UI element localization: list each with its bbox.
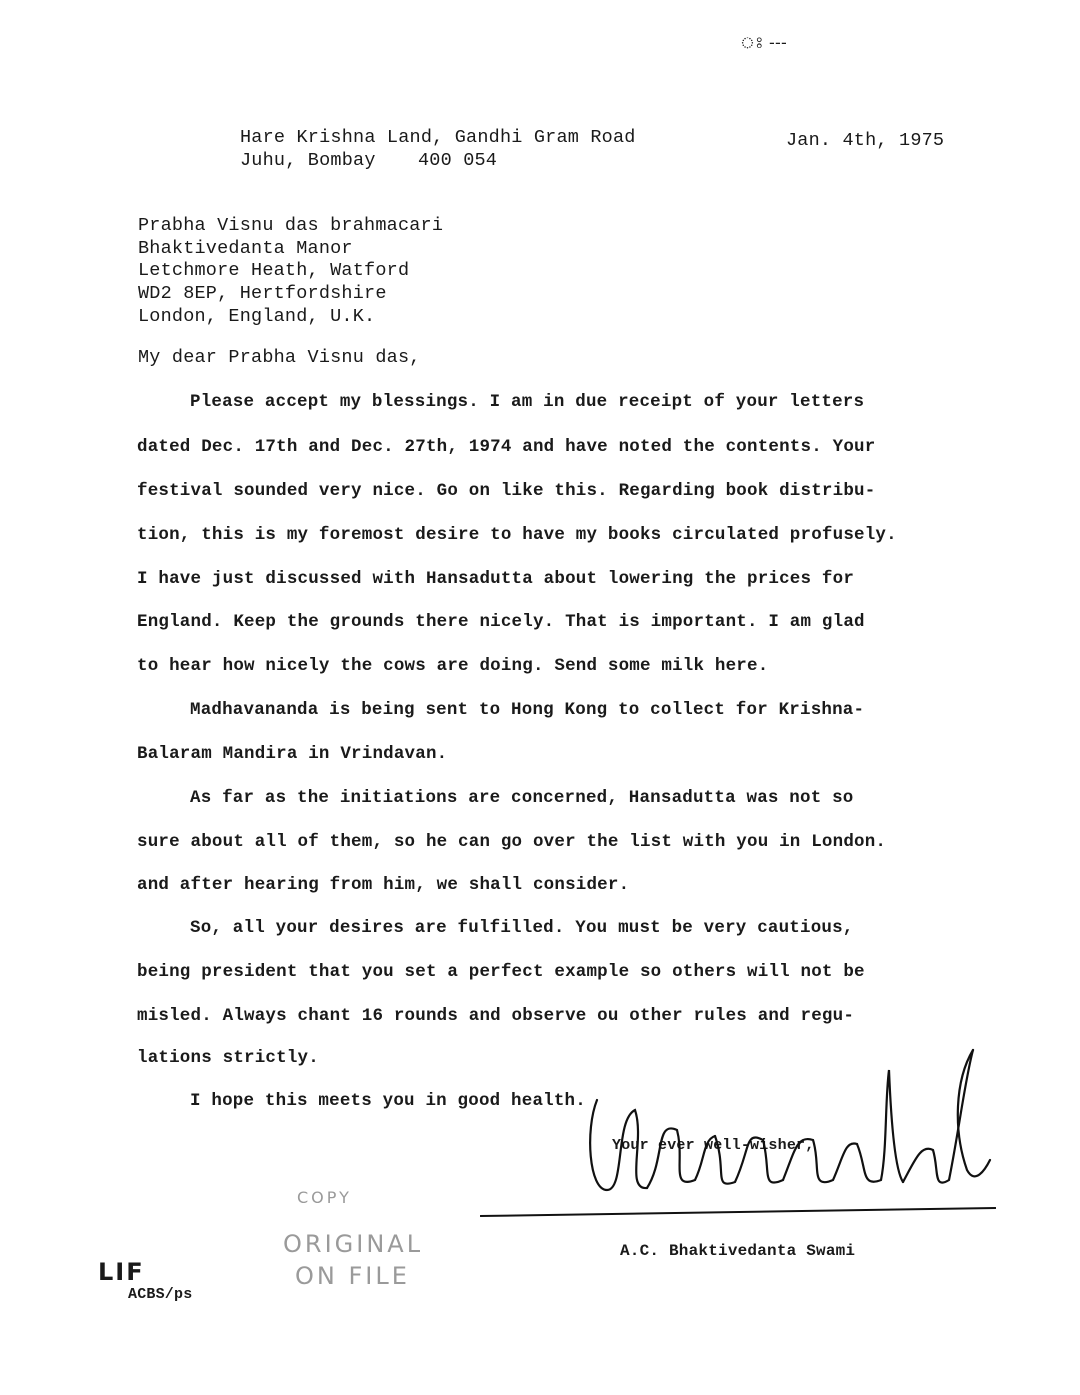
closing: Your ever well-wisher, [612, 1137, 815, 1154]
body-line: I hope this meets you in good health. [190, 1091, 586, 1111]
file-stamp-line3: ON FILE [295, 1262, 410, 1290]
sender-address-city: Juhu, Bombay [240, 150, 376, 171]
file-mark: LIF [98, 1258, 145, 1286]
body-line: festival sounded very nice. Go on like this. Regarding book distribu- [137, 481, 876, 501]
body-line: dated Dec. 17th and Dec. 27th, 1974 and have noted the contents. Your [137, 437, 876, 457]
signatory-name: A.C. Bhaktivedanta Swami [620, 1242, 856, 1260]
body-line: So, all your desires are fulfilled. You must be very cautious, [190, 918, 854, 938]
body-line: and after hearing from him, we shall consider. [137, 875, 630, 895]
body-line: tion, this is my foremost desire to have my books circulated profusely. [137, 525, 897, 545]
file-stamp-line1: COPY [297, 1188, 352, 1207]
recipient-line: Letchmore Heath, Watford [138, 260, 410, 281]
recipient-line: London, England, U.K. [138, 306, 376, 327]
sender-address-line1: Hare Krishna Land, Gandhi Gram Road [240, 127, 636, 148]
body-line: sure about all of them, so he can go over the list with you in London. [137, 832, 887, 852]
handwritten-signature [585, 1040, 1005, 1200]
file-stamp-line2: ORIGINAL [283, 1230, 424, 1258]
body-line: England. Keep the grounds there nicely. That is important. I am glad [137, 612, 865, 632]
recipient-line: Prabha Visnu das brahmacari [138, 215, 444, 236]
body-line: to hear how nicely the cows are doing. Send some milk here. [137, 656, 769, 676]
body-line: misled. Always chant 16 rounds and observe ou other rules and regu- [137, 1006, 855, 1026]
body-line: Please accept my blessings. I am in due receipt of your letters [190, 392, 865, 412]
typist-initials: ACBS/ps [128, 1286, 193, 1303]
letter-date: Jan. 4th, 1975 [786, 130, 945, 151]
body-line: Madhavananda is being sent to Hong Kong to collect for Krishna- [190, 700, 865, 720]
body-line: lations strictly. [137, 1048, 319, 1068]
recipient-line: Bhaktivedanta Manor [138, 238, 353, 259]
body-line: I have just discussed with Hansadutta about lowering the prices for [137, 569, 855, 589]
top-handwritten-mark: ঃ --- [740, 33, 787, 52]
sender-address-pin: 400 054 [418, 150, 498, 171]
body-line: being president that you set a perfect example so others will not be [137, 962, 865, 982]
body-line: As far as the initiations are concerned, Hansadutta was not so [190, 788, 854, 808]
signature-rule [480, 1207, 996, 1217]
salutation: My dear Prabha Visnu das, [138, 347, 421, 368]
body-line: Balaram Mandira in Vrindavan. [137, 744, 448, 764]
recipient-line: WD2 8EP, Hertfordshire [138, 283, 387, 304]
